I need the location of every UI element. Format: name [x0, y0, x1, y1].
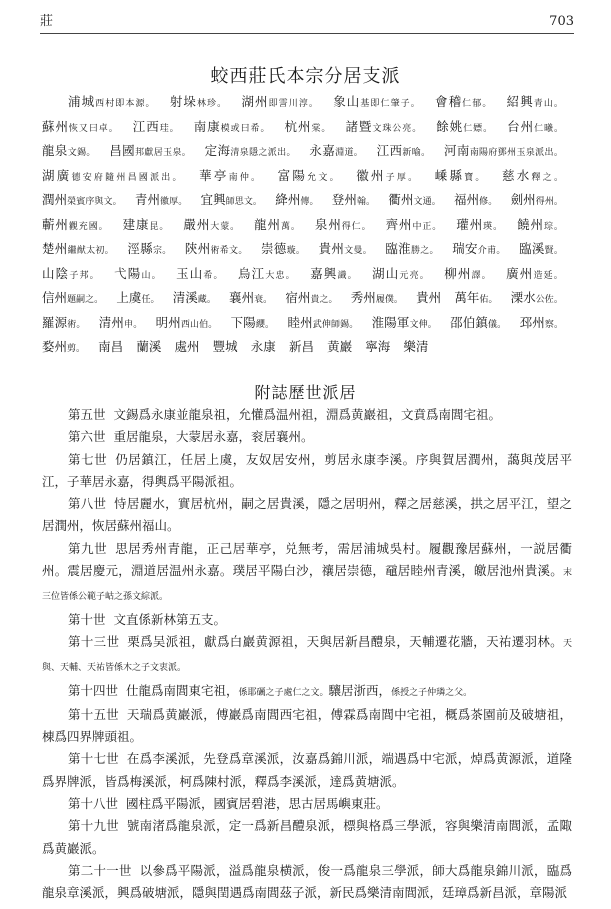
generation-note: 係耶礪之子處仁之文。: [238, 687, 329, 698]
generation-paragraph: [42, 860, 572, 905]
branch-list: [42, 91, 572, 361]
branch-place: 處州: [174, 339, 200, 354]
branch-place: 樂清: [403, 339, 429, 354]
branch-entry: [42, 316, 86, 331]
branch-place: 嘉興: [310, 265, 338, 281]
branch-place: 明州: [155, 314, 181, 330]
branch-entry: [254, 218, 301, 233]
branch-entry: [99, 316, 143, 331]
branch-note: 師思文。: [225, 197, 263, 207]
branch-place: 登州: [331, 192, 357, 207]
branch-note: 譯。: [471, 270, 492, 281]
branch-note: 昆。: [149, 221, 170, 232]
generation-paragraph: [42, 493, 572, 538]
branch-place: 宿州: [285, 290, 311, 305]
branch-place: 徽州: [356, 167, 386, 183]
generation-paragraph: [42, 449, 572, 494]
branch-entry: [170, 95, 227, 110]
branch-note: 宗。: [152, 246, 172, 256]
generation-label: 第五世: [68, 407, 106, 422]
branch-note: 南仲。: [228, 172, 263, 183]
branch-entry: [42, 340, 85, 355]
branch-place: 劍州: [510, 192, 536, 207]
running-head: [40, 10, 574, 29]
branch-note: 貴之。: [310, 295, 338, 305]
branch-place: 福州: [454, 192, 480, 207]
branch-note: 文錫。: [67, 148, 96, 158]
branch-entry: [42, 267, 100, 282]
branch-entry: [388, 193, 440, 208]
branch-note: 恢又曰卓。: [68, 123, 119, 134]
branch-entry: [133, 120, 180, 135]
branch-entry: [42, 242, 114, 257]
branch-entry: [109, 144, 191, 159]
generation-text: 文錫爲永康並龍泉祖，允懽爲温州祖，淵爲黄巖祖，文賁爲南閭宅祖。: [113, 407, 502, 422]
branch-place: 瑞安: [452, 241, 478, 256]
branch-entry: [42, 144, 96, 159]
branch-entry: [511, 193, 563, 208]
branch-note: 翰。: [356, 197, 376, 207]
branch-place: 山陰: [42, 265, 70, 281]
branch-note: 西山伯。: [180, 319, 218, 330]
branch-note: 徽厚。: [160, 197, 188, 207]
branch-entry: [351, 291, 403, 306]
branch-note: 文珠公亮。: [372, 123, 423, 134]
branch-place: 楚州: [42, 241, 68, 256]
branch-note: 武伸師錫。: [312, 319, 359, 330]
branch-note: 邦獻居玉泉。: [135, 148, 192, 158]
branch-note: 模或曰希。: [220, 123, 271, 134]
branch-note: 察。: [544, 319, 563, 330]
branch-note: 元亮。: [399, 270, 430, 281]
branch-entry: [332, 193, 375, 208]
generation-text: 仕龍爲南閭東宅祖，: [126, 682, 239, 698]
generation-label: 第九世: [68, 540, 108, 556]
branch-entry: [241, 95, 319, 110]
branch-note: 南陽府鄧州玉泉派出。: [469, 148, 563, 158]
generation-label: 第十八世: [68, 796, 119, 812]
branch-entry: [456, 218, 503, 233]
branch-entry: [183, 218, 240, 233]
branch-place: 上虞: [116, 290, 142, 305]
generation-paragraph: [42, 680, 572, 704]
branch-entry: [231, 316, 275, 331]
generation-text: 在爲李溪派，先登爲章溪派，汝嘉爲錦川派，端遇爲中宅派，焯爲黄源派，道隆爲界牌派，皆爲梅溪派，柯爲陳村派，釋爲李溪派，達爲黄塘派。: [42, 751, 572, 789]
branch-note: 林珍。: [196, 99, 228, 109]
branch-note: 瑛。: [483, 221, 504, 232]
branch-entry: [229, 291, 272, 306]
branch-place: 絳州: [275, 192, 301, 207]
generation-list: [42, 404, 572, 905]
header-rule: [40, 33, 574, 34]
branch-place: 清州: [98, 314, 125, 330]
branch-place: 饒州: [517, 216, 544, 232]
branch-note: 藏。: [197, 295, 216, 305]
generation-paragraph: [42, 609, 572, 631]
branch-note: 山。: [141, 270, 162, 281]
branch-entry: [176, 267, 224, 282]
branch-note: 淵道。: [335, 148, 364, 158]
branch-note: 德安府隨州昌國派出。: [71, 172, 184, 183]
branch-place: 南昌: [98, 339, 124, 354]
branch-note: 纓。: [255, 319, 275, 330]
page-number: 703: [549, 14, 574, 29]
branch-note: 文曼。: [344, 246, 372, 256]
branch-entry: [333, 95, 421, 110]
branch-place: 蘇州: [42, 118, 69, 134]
branch-entry: [385, 242, 438, 257]
branch-entry: [201, 193, 263, 208]
branch-note: 文伸。: [409, 319, 437, 330]
branch-note: 識。: [337, 270, 358, 281]
generation-label: 第六世: [68, 429, 106, 445]
branch-note: 榮賓序與文。: [67, 197, 122, 207]
branch-note: 基即仁肇子。: [360, 99, 421, 109]
generation-note: 係授之子仲璘之父。: [391, 687, 473, 698]
branch-note: 即霅川淳。: [268, 99, 319, 109]
generation-label: 第二十一世: [68, 862, 132, 878]
branch-place: 貴州: [318, 241, 345, 256]
branch-entry: [205, 144, 296, 159]
generation-note: 末三位皆係公範子岵之孫文綜派。: [42, 568, 572, 603]
branch-entry: [68, 95, 156, 110]
branch-note: 允文。: [307, 172, 341, 183]
branch-entry: [42, 291, 103, 306]
branch-place: 湖廣: [42, 167, 72, 183]
branch-place: 邵伯鎮: [450, 314, 489, 330]
branch-entry: [114, 267, 162, 282]
branch-entry: [345, 120, 422, 135]
branch-place: 廣州: [506, 265, 534, 281]
branch-entry: [315, 218, 372, 233]
branch-entry: [386, 218, 443, 233]
branch-place: 溧水: [510, 290, 536, 305]
branch-note: 公佐。: [535, 295, 563, 305]
branch-note: 萬。: [280, 221, 301, 232]
generation-label: 第七世: [68, 451, 108, 467]
branch-place: 陝州: [184, 241, 211, 256]
branch-place: 臨溪: [519, 241, 545, 256]
branch-place: 永嘉: [309, 143, 336, 158]
branch-place: 杭州: [284, 118, 312, 134]
generation-paragraph: [42, 815, 572, 860]
branch-place: 永康: [250, 339, 276, 354]
branch-entry: [372, 316, 437, 331]
branch-note: 繼猷太初。: [67, 246, 114, 256]
branch-entry: [444, 267, 492, 282]
branch-note: 棠。: [311, 123, 332, 134]
branch-place: 蘄州: [42, 216, 69, 232]
branch-note: 題嗣之。: [67, 295, 104, 305]
generation-label: 第十四世: [68, 682, 119, 698]
branch-place: 台州: [507, 118, 535, 134]
page-title: 蛟西莊氏本宗分居支派: [210, 66, 401, 87]
generation-paragraph: [42, 793, 572, 815]
branch-place: 龍州: [254, 216, 281, 232]
branch-place: 嚴州: [183, 216, 211, 232]
generation-label: 第八世: [68, 496, 107, 512]
branch-place: 黄巖: [327, 339, 353, 354]
branch-entry: [275, 193, 318, 208]
branch-note: 珪。: [159, 123, 180, 134]
branch-note: 剪。: [67, 344, 86, 354]
generation-label: 第十五世: [68, 706, 119, 722]
branch-place: 定海: [204, 143, 231, 158]
branch-note: 任。: [141, 295, 160, 305]
branch-entry: [194, 120, 271, 135]
branch-place: 烏江: [238, 265, 266, 281]
branch-place: 龍泉: [42, 143, 68, 158]
branch-entry: [319, 242, 372, 257]
branch-entry: [310, 267, 358, 282]
branch-note: 釋之。: [531, 172, 563, 183]
branch-place: 下陽: [230, 314, 256, 330]
branch-place: 華亭: [199, 167, 229, 183]
branch-place: 宜興: [200, 192, 226, 207]
branch-note: 大蒙。: [210, 221, 241, 232]
generation-label: 第十三世: [68, 633, 120, 649]
branch-note: 希。: [203, 270, 224, 281]
branch-note: 仁曦。: [534, 123, 563, 134]
branch-place: 餘姚: [436, 118, 464, 134]
branch-entry: [356, 169, 419, 184]
generation-label: 第十九世: [68, 818, 119, 834]
branch-entry: [506, 267, 563, 282]
generation-text: 驤居浙西，: [328, 682, 392, 698]
branch-place: 湖州: [241, 94, 269, 109]
branch-entry: [42, 193, 122, 208]
generation-paragraph: [42, 631, 572, 680]
branch-entry: [287, 316, 358, 331]
branch-note: 賢。: [544, 246, 563, 256]
branch-place: 浦城: [68, 94, 96, 109]
branch-note: 申。: [124, 319, 143, 330]
branch-place: 昌國: [109, 143, 136, 158]
branch-note: 衰。: [254, 295, 273, 305]
generation-label: 第十世: [68, 611, 106, 627]
branch-place: 江西: [376, 143, 403, 158]
branch-entry: [450, 316, 506, 331]
branch-note: 文通。: [413, 197, 441, 207]
branch-place: 象山: [333, 94, 361, 109]
generation-text: 栗爲吴派祖，獻爲白巖黄源祖，天與居新昌醴泉，天輔遷花牆，天祐遷羽林。: [127, 633, 563, 649]
branch-note: 履僕。: [375, 295, 403, 305]
branch-note: 修。: [479, 197, 498, 207]
branch-place: 臨淮: [385, 241, 411, 256]
branch-entry: [416, 291, 441, 306]
generation-text: 天瑞爲黄巖派，傅巖爲南閭西宅祖，傅霖爲南閭中宅祖，概爲茶園前及破塘祖，棟爲四界牌頭祖。: [42, 706, 572, 745]
branch-place: 弋陽: [114, 265, 142, 281]
generation-text: 國柱爲平陽派，國賓居碧港，思古居馬嶼東莊。: [126, 796, 389, 812]
branch-entry: [42, 120, 119, 135]
branch-note: 造延。: [533, 270, 563, 281]
branch-note: 子邦。: [69, 270, 100, 281]
generation-paragraph: [42, 426, 572, 448]
generation-text: 以參爲平陽派，溢爲龍泉横派，俊一爲龍泉三學派，師大爲龍泉錦川派，臨爲龍泉章溪派，興爲破塘派，隱與閏遇爲南閭茲子派，新民爲樂清南閭派，廷璋爲新昌派，章陽派: [42, 862, 572, 901]
branch-note: 介甫。: [477, 246, 506, 256]
branch-entry: [116, 291, 159, 306]
branch-entry: [372, 267, 430, 282]
branch-note: 中正。: [412, 221, 443, 232]
branch-place: 潤州: [42, 192, 68, 207]
branch-place: 齊州: [385, 216, 413, 232]
branch-note: 子厚。: [385, 172, 420, 183]
branch-note: 傳。: [300, 197, 319, 207]
branch-note: 仁郁。: [462, 99, 493, 109]
branch-place: 貴州: [416, 290, 442, 305]
branch-note: 清泉隱之派出。: [230, 148, 296, 158]
branch-entry: [42, 169, 184, 184]
branch-place: 河南: [443, 143, 470, 158]
branch-entry: [452, 242, 505, 257]
branch-note: 寶。: [464, 172, 487, 183]
generation-text: 號南渚爲龍泉派，定一爲新昌醴泉派，標與格爲三學派，容與樂清南閭派，孟陬爲黄巖派。: [42, 818, 572, 856]
generation-text: 思居秀州青龍，正己居華亭，兑無考，需居浦城吳村。履觀豫居蘇州，一説居衢州。震居慶元，淵道居温州永嘉。璞居平陽白沙，禳居崇德，黿居睦州青溪，皦居池州貴溪。: [42, 540, 572, 579]
branch-place: 崇德: [261, 241, 287, 256]
branch-note: 璇。: [286, 246, 306, 256]
branch-note: 仁嫖。: [463, 123, 494, 134]
branch-entry: [436, 120, 493, 135]
branch-entry: [278, 169, 341, 184]
branch-place: 建康: [122, 216, 150, 232]
branch-note: 得州。: [535, 197, 563, 207]
branch-place: 寧海: [365, 339, 391, 354]
branch-place: 萬年: [454, 290, 480, 305]
generation-label: 第十七世: [68, 751, 119, 767]
branch-place: 諸暨: [345, 118, 373, 134]
branch-place: 富陽: [277, 167, 308, 183]
branch-note: 佑。: [479, 295, 498, 305]
branch-entry: [435, 169, 487, 184]
branch-entry: [519, 242, 563, 257]
branch-place: 南康: [193, 118, 221, 134]
branch-place: 青州: [134, 192, 161, 207]
branch-place: 新昌: [288, 339, 314, 354]
branch-place: 紹興: [506, 94, 534, 109]
branch-note: 術希文。: [210, 246, 248, 256]
generation-paragraph: [42, 704, 572, 749]
generation-paragraph: [42, 538, 572, 609]
branch-note: 勝之。: [410, 246, 439, 256]
branch-place: 秀州: [350, 290, 376, 305]
branch-place: 泉州: [314, 216, 342, 232]
branch-place: 蘭溪: [136, 339, 162, 354]
branch-entry: [435, 95, 492, 110]
branch-place: 瓘州: [456, 216, 484, 232]
branch-entry: [199, 169, 262, 184]
branch-note: 得仁。: [341, 221, 372, 232]
branch-entry: [511, 291, 563, 306]
branch-place: 淮陽軍: [371, 314, 410, 330]
branch-note: 新喻。: [402, 148, 431, 158]
branch-entry: [123, 218, 170, 233]
branch-entry: [173, 291, 216, 306]
branch-entry: [507, 95, 563, 110]
generation-text: 文直係新林第五支。: [113, 611, 227, 627]
branch-place: 邳州: [519, 314, 545, 330]
branch-place: 衢州: [388, 192, 414, 207]
branch-place: 豐城: [212, 339, 238, 354]
branch-entry: [42, 218, 109, 233]
branch-place: 慈水: [502, 167, 532, 183]
branch-place: 涇縣: [127, 241, 153, 256]
branch-entry: [261, 242, 305, 257]
branch-note: 觀充國。: [68, 221, 109, 232]
section-subtitle: 附誌歷世派居: [254, 383, 357, 402]
branch-entry: [454, 193, 497, 208]
branch-place: 清溪: [172, 290, 198, 305]
branch-entry: [444, 144, 563, 159]
branch-entry: [156, 316, 218, 331]
branch-entry: [185, 242, 248, 257]
branch-entry: [520, 316, 563, 331]
generation-note: 天與、天輔、天祐皆係木之子文衷派。: [42, 638, 572, 674]
branch-note: 大忠。: [265, 270, 296, 281]
branch-entry: [238, 267, 296, 282]
branch-entry: [377, 144, 431, 159]
branch-note: 儀。: [488, 319, 507, 330]
branch-note: 青山。: [533, 99, 563, 109]
branch-entry: [507, 120, 563, 135]
branch-entry: [135, 193, 187, 208]
branch-note: 術。: [67, 319, 86, 330]
generation-text: 恃居麗水，實居杭州，嗣之居貴溪，隱之居明州，釋之居慈溪，拱之居平江，望之居潤州，恢居蘇州福山。: [42, 496, 572, 534]
branch-entry: [285, 291, 337, 306]
branch-place: 婺州: [42, 339, 68, 354]
running-head-title: 莊: [40, 14, 54, 29]
branch-note: 琮。: [543, 221, 563, 232]
branch-place: 嵊縣: [434, 167, 465, 183]
branch-entry: [309, 144, 363, 159]
generation-text: 重居龍泉，大蒙居永嘉，衮居襄州。: [113, 429, 314, 445]
generation-paragraph: [42, 404, 572, 426]
branch-place: 信州: [42, 290, 68, 305]
branch-place: 睦州: [287, 314, 313, 330]
branch-place: 會稽: [435, 94, 463, 109]
branch-place: 湖山: [372, 265, 400, 281]
branch-entry: [517, 218, 563, 233]
generation-paragraph: [42, 748, 572, 793]
branch-place: 射垛: [169, 94, 197, 109]
branch-place: 玉山: [176, 265, 204, 281]
branch-place: 襄州: [229, 290, 255, 305]
branch-place: 江西: [132, 118, 160, 134]
branch-entry: [502, 169, 563, 184]
branch-entry: [454, 291, 497, 306]
branch-note: 西村即本源。: [95, 99, 156, 109]
branch-place: 柳州: [444, 265, 472, 281]
branch-entry: [127, 242, 171, 257]
branch-entry: [285, 120, 332, 135]
branch-place: 羅源: [42, 314, 68, 330]
generation-text: 仍居鎮江，任居上虞，友奴居安州，剪居永康李溪。序與賀居潤州，藹與茂居平江，子華居永嘉，得輿爲平陽派祖。: [42, 451, 572, 489]
